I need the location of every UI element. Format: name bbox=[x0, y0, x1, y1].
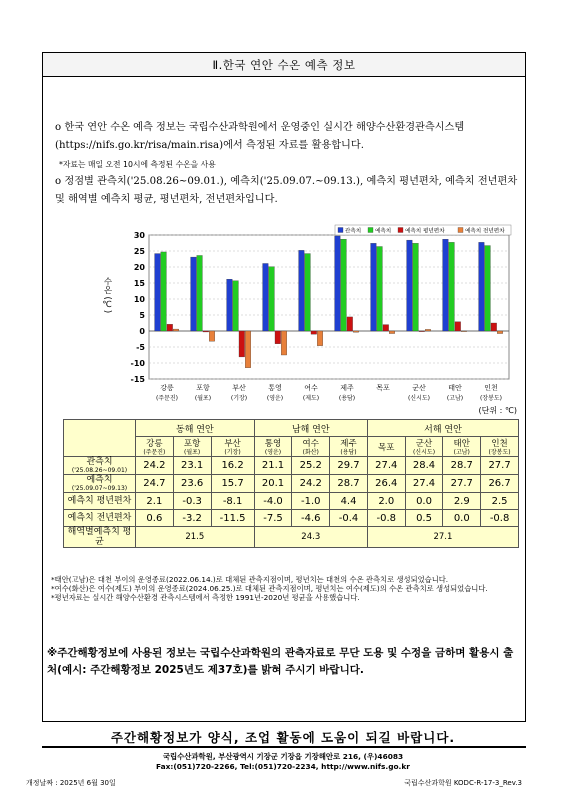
table-cell: 2.0 bbox=[367, 493, 405, 510]
footnote-2: *여수(화산)은 여수(제도) 부이의 운영종료(2024.06.25.)로 대체된 관측지점이며, 평년치는 여수(제도)의 수온 관측치로 생성되었습니다. bbox=[51, 584, 488, 593]
table-cell: 0.6 bbox=[136, 510, 174, 527]
station-name: 태안 bbox=[453, 439, 470, 449]
station-name: 인천 bbox=[491, 439, 508, 449]
x-tick-sublabel: (고남) bbox=[446, 395, 464, 402]
usage-warning: ※주간해황정보에 사용된 정보는 국립수산과학원의 관측자료로 무단 도용 및 수정을 금하며 활용시 출처(예시: 주간해황정보 2025년도 제37호)를 밝혀 주시기 바랍니다. bbox=[47, 647, 514, 676]
bar bbox=[305, 254, 311, 331]
bar bbox=[161, 252, 167, 331]
station-name: 부산 bbox=[224, 439, 241, 449]
bar bbox=[317, 331, 323, 346]
y-axis-label: 수온 (℃) bbox=[102, 276, 112, 314]
table-cell: 27.4 bbox=[367, 457, 405, 475]
station-sub: (월포) bbox=[183, 449, 201, 456]
x-tick-sublabel: (월포) bbox=[194, 395, 212, 402]
table-cell: 4.4 bbox=[330, 493, 368, 510]
x-tick-sublabel: (영운) bbox=[266, 395, 284, 402]
station-sub: (주문진) bbox=[143, 449, 166, 456]
table-cell: 21.1 bbox=[254, 457, 292, 475]
legend-swatch bbox=[368, 228, 373, 233]
bar bbox=[263, 263, 269, 331]
table-cell: 28.7 bbox=[330, 475, 368, 493]
content-frame bbox=[42, 52, 526, 722]
section-title: Ⅱ.한국 연안 수온 예측 정보 bbox=[43, 53, 525, 77]
table-cell: 16.2 bbox=[211, 457, 254, 475]
station-name: 강릉 bbox=[146, 439, 163, 449]
bar bbox=[479, 242, 485, 331]
footnote-3: *평년자료는 실시간 해양수산환경 관측시스템에서 측정한 1991년-2020년 평균을 사용했습니다. bbox=[51, 593, 360, 602]
contact-line: Fax:(051)720-2266, Tel:(051)720-2234, http://www.nifs.go.kr bbox=[156, 762, 410, 771]
table-cell: 29.7 bbox=[330, 457, 368, 475]
table-cell: 2.1 bbox=[136, 493, 174, 510]
x-tick-label: 통영 bbox=[268, 384, 282, 392]
legend-swatch bbox=[458, 228, 463, 233]
table-cell: 20.1 bbox=[254, 475, 292, 493]
station-sub: (고남) bbox=[453, 449, 470, 456]
bar bbox=[227, 279, 233, 331]
table-cell: 24.2 bbox=[292, 475, 330, 493]
bar bbox=[353, 331, 359, 332]
bar bbox=[419, 331, 425, 332]
y-tick-label: -15 bbox=[130, 375, 145, 384]
station-name: 여수 bbox=[302, 439, 319, 449]
station-name: 군산 bbox=[415, 439, 433, 449]
table-cell: -0.3 bbox=[173, 493, 211, 510]
plot-area bbox=[149, 235, 509, 379]
legend-label: 예측치 평년편차 bbox=[405, 228, 445, 235]
table-cell: 2.9 bbox=[443, 493, 481, 510]
station-header bbox=[405, 437, 443, 457]
bar bbox=[497, 331, 503, 334]
x-tick-sublabel: (기장) bbox=[230, 395, 248, 402]
x-tick-label: 인천 bbox=[484, 384, 498, 392]
station-sub: (용담) bbox=[340, 449, 357, 456]
y-tick-label: 15 bbox=[133, 279, 145, 288]
table-cell: 24.2 bbox=[136, 457, 174, 475]
bar bbox=[173, 329, 179, 331]
table-row bbox=[64, 510, 519, 527]
row-label-text: 예측치 평년편차 bbox=[67, 496, 132, 506]
y-tick-label: 20 bbox=[133, 263, 145, 272]
y-tick-label: 25 bbox=[133, 247, 145, 256]
intro-paragraph: o 한국 연안 수온 예측 정보는 국립수산과학원에서 운영중인 실시간 해양수산환경관측시스템(https://nifs.go.kr/risa/main.risa)에서 측정된 자료를 활용합니다. bbox=[55, 122, 465, 151]
table-cell: -3.2 bbox=[173, 510, 211, 527]
x-tick-sublabel: (제도) bbox=[302, 395, 320, 402]
bar bbox=[269, 267, 275, 331]
y-tick-label: 10 bbox=[133, 295, 145, 304]
x-tick-label: 목포 bbox=[376, 384, 390, 392]
bar bbox=[413, 243, 419, 331]
group-west: 서해 연안 bbox=[367, 420, 518, 437]
bar bbox=[443, 239, 449, 331]
x-tick-label: 제주 bbox=[340, 384, 354, 392]
x-tick-sublabel: (장봉도) bbox=[479, 395, 503, 402]
table-cell: 27.4 bbox=[405, 475, 443, 493]
row-label bbox=[64, 510, 136, 527]
bar bbox=[425, 329, 431, 331]
bar bbox=[491, 323, 497, 331]
address-block bbox=[0, 752, 566, 772]
x-tick-label: 부산 bbox=[232, 384, 246, 392]
bar bbox=[167, 324, 173, 331]
x-tick-label: 강릉 bbox=[160, 384, 174, 392]
table-row bbox=[64, 493, 519, 510]
station-header bbox=[292, 437, 330, 457]
table-cell: -0.8 bbox=[481, 510, 519, 527]
table-cell: 24.7 bbox=[136, 475, 174, 493]
bar bbox=[233, 281, 239, 331]
bar bbox=[341, 239, 347, 331]
row-label-period: ('25.08.26~09.01) bbox=[71, 467, 128, 474]
temperature-chart bbox=[97, 223, 517, 425]
table-average-row bbox=[64, 527, 519, 548]
table-cell: 23.1 bbox=[173, 457, 211, 475]
x-tick-sublabel: (용담) bbox=[338, 395, 356, 402]
bar bbox=[155, 254, 161, 331]
bar bbox=[191, 257, 197, 331]
station-name: 제주 bbox=[340, 439, 357, 449]
station-header bbox=[367, 437, 405, 457]
table-group-row bbox=[64, 420, 519, 437]
station-sub: (신시도) bbox=[412, 449, 436, 456]
table-cell: 26.4 bbox=[367, 475, 405, 493]
row-label-text: 예측치 bbox=[86, 475, 113, 485]
legend-swatch bbox=[338, 228, 343, 233]
legend-label: 예측치 bbox=[375, 228, 392, 235]
station-header bbox=[136, 437, 174, 457]
table-cell: 0.0 bbox=[443, 510, 481, 527]
y-tick-label: 0 bbox=[139, 327, 145, 336]
row-label bbox=[64, 475, 136, 493]
table-cell: 0.0 bbox=[405, 493, 443, 510]
table-cell: -8.1 bbox=[211, 493, 254, 510]
table-cell: -7.5 bbox=[254, 510, 292, 527]
row-label-text: 관측치 bbox=[86, 457, 113, 467]
station-sub: (기장) bbox=[224, 449, 241, 456]
y-tick-label: 30 bbox=[133, 231, 145, 240]
legend-label: 예측치 전년편차 bbox=[465, 228, 505, 235]
table-cell: 27.7 bbox=[481, 457, 519, 475]
station-header bbox=[211, 437, 254, 457]
station-sub: (화산) bbox=[302, 449, 319, 456]
unit-label: (단위 : ℃) bbox=[478, 406, 517, 415]
average-south: 24.3 bbox=[254, 527, 367, 548]
bar bbox=[461, 331, 467, 332]
table-row bbox=[64, 475, 519, 493]
footnotes bbox=[51, 575, 521, 602]
table-cell: -4.6 bbox=[292, 510, 330, 527]
average-east: 21.5 bbox=[136, 527, 255, 548]
row-label-period: ('25.09.07~09.13) bbox=[71, 485, 128, 492]
forecast-table bbox=[63, 419, 519, 548]
table-row bbox=[64, 457, 519, 475]
bar bbox=[197, 255, 203, 331]
y-tick-label: -10 bbox=[130, 359, 145, 368]
bar bbox=[383, 325, 389, 331]
bar bbox=[371, 243, 377, 331]
table-cell: 25.2 bbox=[292, 457, 330, 475]
bar bbox=[209, 331, 215, 341]
bar bbox=[275, 331, 281, 344]
bar bbox=[335, 236, 341, 331]
table-cell: -0.4 bbox=[330, 510, 368, 527]
bar bbox=[377, 247, 383, 331]
y-tick-label: -5 bbox=[136, 343, 145, 352]
x-tick-sublabel: (신시도) bbox=[407, 395, 431, 402]
bar bbox=[347, 317, 353, 331]
address-line: 국립수산과학원, 부산광역시 기장군 기장읍 기장해안로 216, (우)46083 bbox=[162, 752, 404, 761]
revision-date: 개정날짜 : 2025년 6월 30일 bbox=[26, 779, 116, 787]
x-tick-label: 군산 bbox=[412, 384, 426, 392]
station-name: 포항 bbox=[183, 439, 201, 449]
slogan: 주간해황정보가 양식, 조업 활동에 도움이 되길 바랍니다. bbox=[110, 730, 456, 745]
table-cell: 23.6 bbox=[173, 475, 211, 493]
row-label bbox=[64, 493, 136, 510]
legend-swatch bbox=[398, 228, 403, 233]
table-cell: 0.5 bbox=[405, 510, 443, 527]
table-cell: 27.7 bbox=[443, 475, 481, 493]
station-header bbox=[173, 437, 211, 457]
station-name: 통영 bbox=[264, 439, 282, 449]
document-code: 국립수산과학원 KODC-R-17-3_Rev.3 bbox=[404, 779, 522, 787]
table-cell: -1.0 bbox=[292, 493, 330, 510]
row-label bbox=[64, 457, 136, 475]
station-header bbox=[330, 437, 368, 457]
bar bbox=[311, 331, 317, 334]
station-name: 목포 bbox=[378, 442, 395, 453]
footnote-1: *태안(고남)은 대천 부이의 운영종료(2022.06.14.)로 대체된 관측지점이며, 평년치는 대천의 수온 관측치로 생성되었습니다. bbox=[51, 575, 449, 584]
table-cell: 26.7 bbox=[481, 475, 519, 493]
measurement-note: *자료는 매일 오전 10시에 측정된 수온을 사용 bbox=[59, 160, 216, 169]
table-cell: 2.5 bbox=[481, 493, 519, 510]
bar bbox=[299, 250, 305, 331]
bar bbox=[407, 240, 413, 331]
station-header bbox=[254, 437, 292, 457]
bar bbox=[281, 331, 287, 355]
station-header bbox=[443, 437, 481, 457]
station-sub: (영운) bbox=[264, 449, 282, 456]
average-row-label: 해역별예측치 평균 bbox=[64, 527, 136, 548]
station-header bbox=[481, 437, 519, 457]
group-east: 동해 연안 bbox=[136, 420, 255, 437]
table-cell: -0.8 bbox=[367, 510, 405, 527]
bar bbox=[485, 246, 491, 331]
y-tick-label: 5 bbox=[139, 311, 145, 320]
bar bbox=[389, 331, 395, 334]
footer-divider bbox=[42, 746, 526, 748]
table-cell: -4.0 bbox=[254, 493, 292, 510]
x-tick-label: 태안 bbox=[448, 384, 462, 392]
x-tick-sublabel: (주문진) bbox=[155, 395, 179, 402]
group-south: 남해 연안 bbox=[254, 420, 367, 437]
x-tick-label: 여수 bbox=[304, 384, 318, 392]
table-cell: -11.5 bbox=[211, 510, 254, 527]
row-label-text: 예측치 전년편차 bbox=[67, 513, 132, 523]
table-cell: 28.7 bbox=[443, 457, 481, 475]
bar bbox=[455, 322, 461, 331]
station-sub: (장봉도) bbox=[488, 449, 511, 456]
legend-label: 관측치 bbox=[345, 228, 362, 235]
table-corner-cell bbox=[64, 420, 136, 457]
bar bbox=[239, 331, 245, 357]
bar bbox=[245, 331, 251, 368]
bar bbox=[449, 242, 455, 331]
average-west: 27.1 bbox=[367, 527, 518, 548]
summary-paragraph: o 정점별 관측치('25.08.26~09.01.), 예측치('25.09.07.~09.13.), 예측치 평년편차, 예측치 전년편차 및 해역별 예측치 평균, 평년편차, 전년편차입니다. bbox=[55, 176, 518, 205]
x-tick-label: 포항 bbox=[196, 384, 210, 392]
table-cell: 28.4 bbox=[405, 457, 443, 475]
table-cell: 15.7 bbox=[211, 475, 254, 493]
bar bbox=[203, 331, 209, 332]
